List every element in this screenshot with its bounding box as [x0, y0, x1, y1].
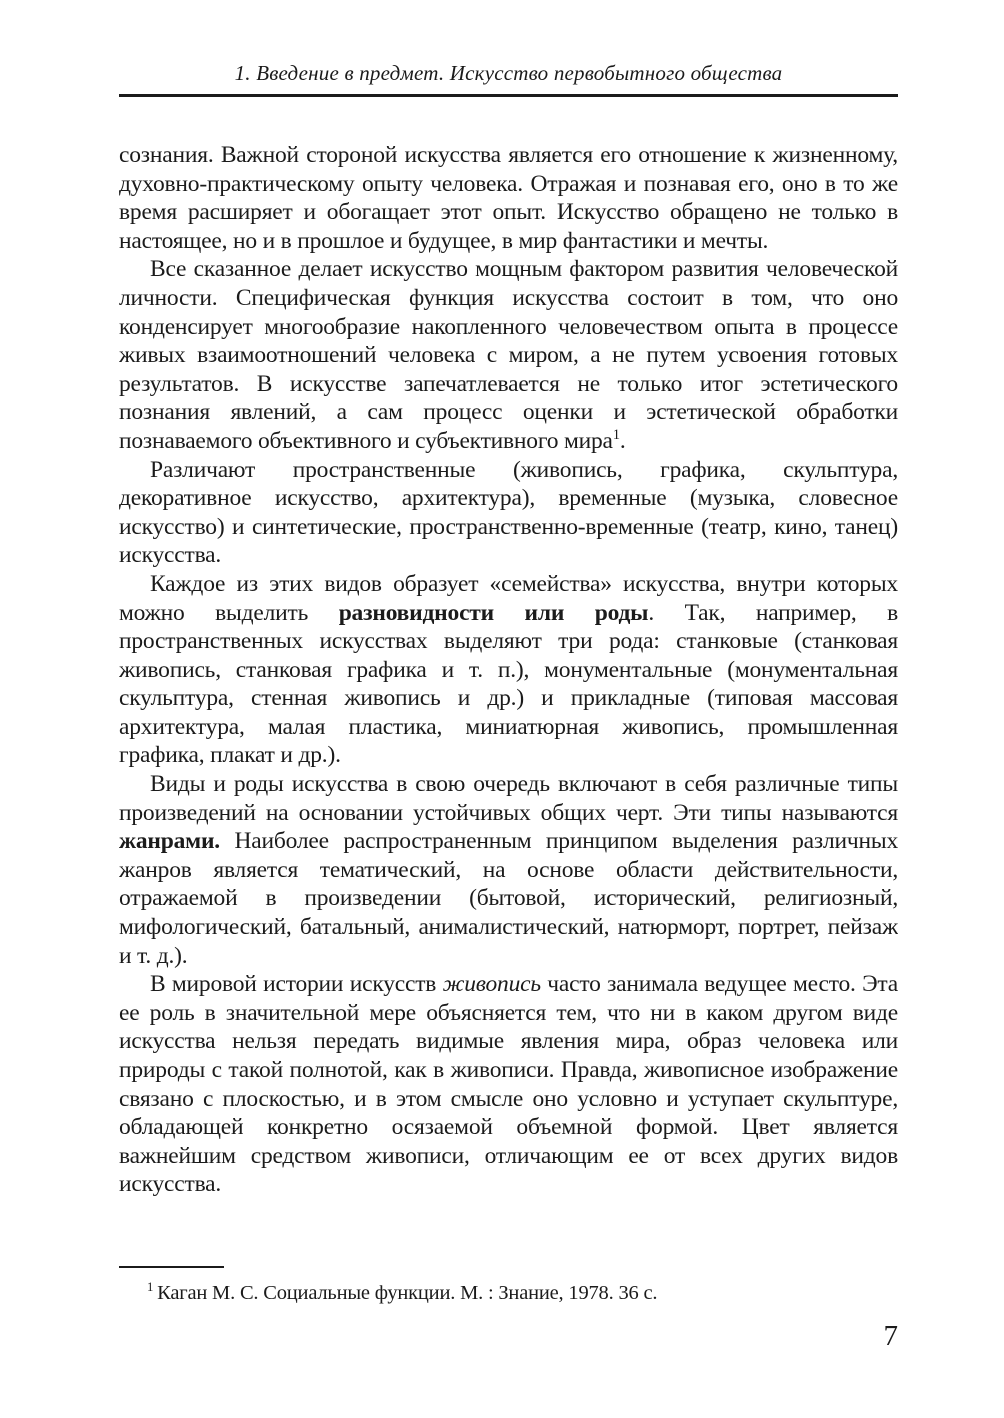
footnote-separator-rule [119, 1266, 224, 1268]
text-segment: Виды и роды искусства в свою очередь включают в себя различные типы произведений на основании устойчивых общих черт. Эти типы называются [119, 771, 898, 826]
body-text [119, 141, 898, 1259]
paragraph [119, 141, 898, 255]
text-segment: . Так, например, в пространственных искусствах выделяют три рода: станковые (станковая живопись, станковая графика и т. п.), монументальные (монументальная скульптура, стенная живопись и др.) и прикладные (типовая массовая архитектура, малая пластика, миниатюрная живопись, промышленная графика, плакат и др.). [119, 599, 898, 769]
text-segment: Все сказанное делает искусство мощным фактором развития человеческой личности. Специфическая функция искусства состоит в том, что оно конденсирует многообразие накопленного человечеством опыта в процессе живых взаимоотношений человека с миром, а не путем усвоения готовых результатов. В искусстве запечатлевается не только итог эстетического познания явлений, а сам процесс оценки и эстетической обработки познаваемого объективного и субъективного мира [119, 256, 898, 454]
text-segment: . [619, 427, 626, 454]
footnote-text: Каган М. С. Социальные функции. М. : Знание, 1978. 36 с. [157, 1282, 658, 1304]
footnote-marker: 1 [147, 1280, 154, 1295]
text-segment: Наиболее распространенным принципом выделения различных жанров является тематический, на основе области действительности, отражаемой в произведении (бытовой, исторический, религиозный, мифологический, батальный, анималистический, натюрморт, портрет, пейзаж и т. д.). [119, 828, 898, 969]
header-rule [119, 94, 898, 97]
text-segment: часто занимала ведущее место. Эта ее роль в значительной мере объясняется тем, что ни в каком другом виде искусства нельзя передать видимые явления мира, образ человека или природы с такой полнотой, как в живописи. Правда, живописное изображение связано с плоскостью, и в этом смысле оно условно и уступает скульптуре, обладающей конкретно осязаемой объемной формой. Цвет является важнейшим средством живописи, отличающим ее от всех других видов искусства. [119, 971, 898, 1198]
text-segment: Каждое из этих видов образует «семейства» искусства, внутри которых можно выделить [119, 570, 898, 626]
footnote [119, 1280, 898, 1306]
text-segment: разновидности или роды [338, 599, 649, 626]
paragraph [119, 570, 898, 770]
footnote-reference: 1 [612, 427, 620, 444]
running-head: 1. Введение в предмет. Искусство первобытного общества [234, 61, 783, 85]
text-segment: живопись [442, 971, 541, 998]
text-segment: В мировой истории искусств [150, 971, 443, 998]
paragraph [119, 770, 898, 970]
text-segment: жанрами. [119, 828, 220, 855]
paragraph [119, 970, 898, 1199]
text-segment: Различают пространственные (живопись, графика, скульптура, декоративное искусство, архитектура), временные (музыка, словесное искусство) и синтетические, пространственно-временные (театр, кино, танец) искусства. [119, 456, 898, 569]
page-number: 7 [883, 1320, 898, 1352]
text-segment: сознания. Важной стороной искусства является его отношение к жизненному, духовно-практическому опыту человека. Отражая и познавая его, оно в то же время расширяет и обогащает этот опыт. Искусство обращено не только в настоящее, но и в прошлое и будущее, в мир фантастики и мечты. [119, 142, 898, 254]
paragraph [119, 255, 898, 455]
paragraph [119, 456, 898, 570]
